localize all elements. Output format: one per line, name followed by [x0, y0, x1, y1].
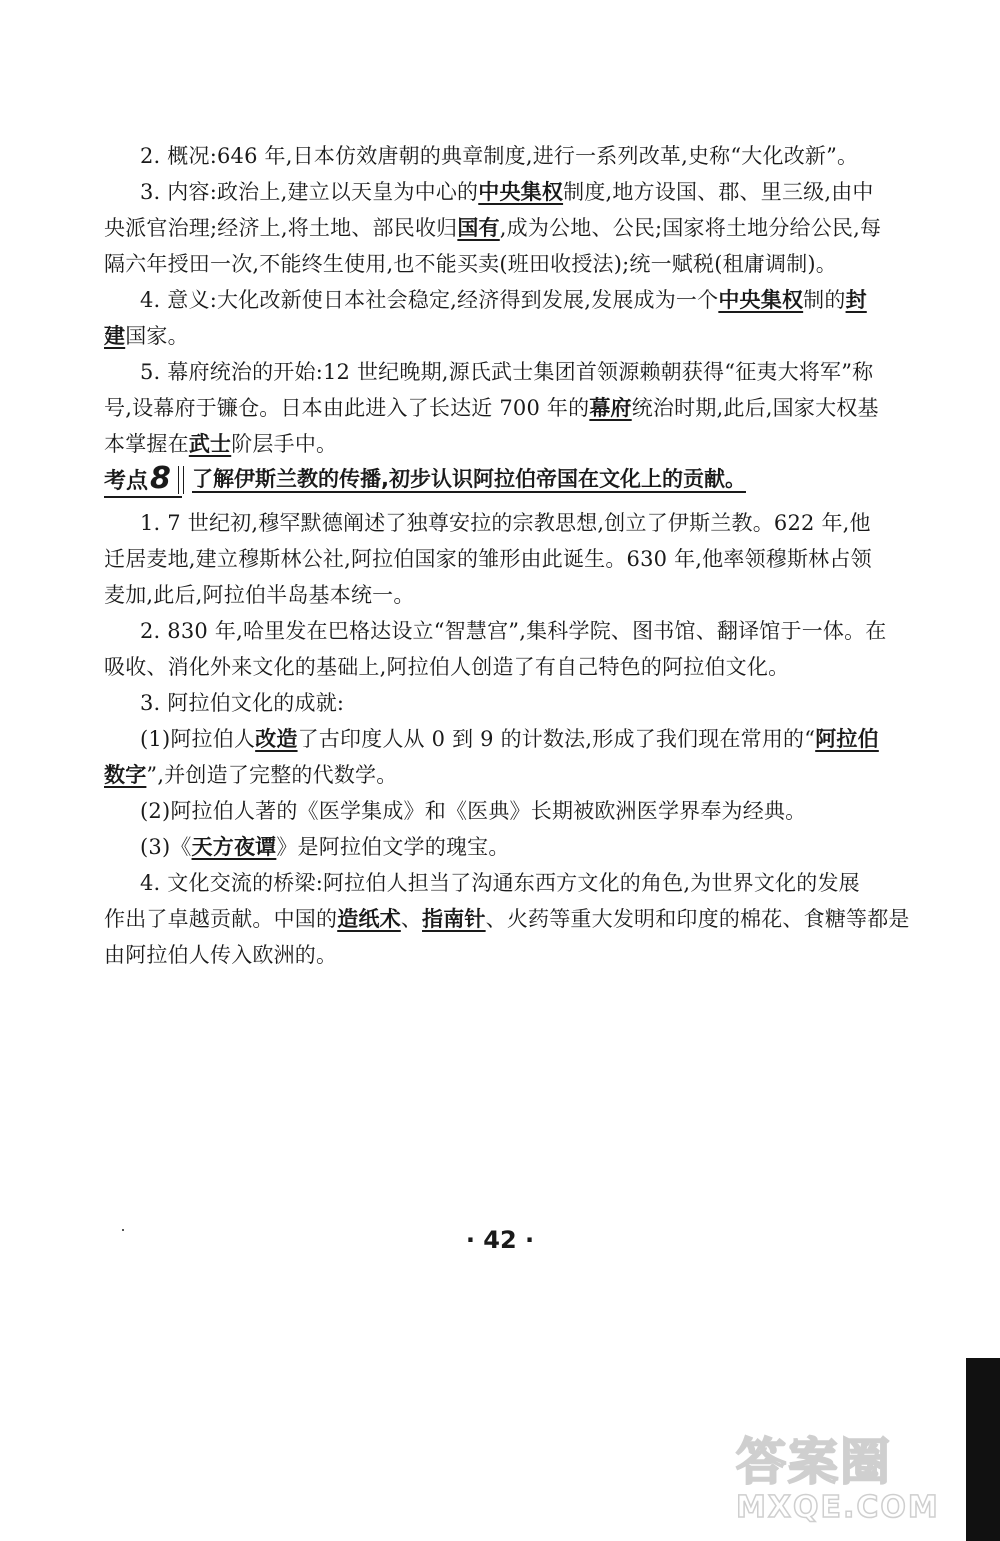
para-5-line-2: 号,设幕府于镰仓。日本由此进入了长达近 700 年的幕府统治时期,此后,国家大权基: [104, 396, 879, 420]
section-para-2-line-1: 2. 830 年,哈里发在巴格达设立“智慧宫”,集科学院、图书馆、翻译馆于一体。在: [140, 619, 887, 643]
keyword-arabic-numerals-part-1: 阿拉伯: [815, 727, 879, 751]
keyword-central-power: 中央集权: [718, 288, 804, 312]
keyword-papermaking: 造纸术: [337, 907, 401, 931]
watermark-logo-text: 答案圈: [736, 1433, 892, 1491]
keyword-shogunate: 幕府: [589, 396, 632, 420]
watermark-url: MXQE.COM: [736, 1490, 940, 1525]
site-watermark: [736, 1434, 972, 1524]
keyword-compass: 指南针: [422, 907, 486, 931]
section-para-1-line-1: 1. 7 世纪初,穆罕默德阐述了独尊安拉的宗教思想,创立了伊斯兰教。622 年,他: [140, 511, 871, 535]
exam-point-badge: 考点8: [104, 462, 182, 498]
scan-speck: [122, 1229, 124, 1231]
para-3-line-3: 隔六年授田一次,不能终生使用,也不能买卖(班田收授法);统一赋税(租庸调制)。: [104, 252, 837, 276]
para-2-line-1: 2. 概况:646 年,日本仿效唐朝的典章制度,进行一系列改革,史称“大化改新”。: [140, 144, 859, 168]
para-5-line-3: 本掌握在武士阶层手中。: [104, 432, 338, 456]
para-4-line-2: 建国家。: [104, 324, 189, 348]
section-para-3-item-2: (2)阿拉伯人著的《医学集成》和《医典》长期被欧洲医学界奉为经典。: [140, 799, 807, 823]
keyword-improved: 改造: [255, 727, 298, 751]
section-para-4-line-1: 4. 文化交流的桥梁:阿拉伯人担当了沟通东西方文化的角色,为世界文化的发展: [140, 871, 860, 895]
section-para-2-line-2: 吸收、消化外来文化的基础上,阿拉伯人创造了有自己特色的阿拉伯文化。: [104, 655, 790, 679]
section-para-3-item-1-line-2: 数字”,并创造了完整的代数学。: [104, 763, 398, 787]
page-number: · 42 ·: [465, 1226, 535, 1254]
section-para-1-line-3: 麦加,此后,阿拉伯半岛基本统一。: [104, 583, 415, 607]
keyword-arabic-numerals-part-2: 数字: [104, 763, 147, 787]
para-3-line-2: 央派官治理;经济上,将土地、部民收归国有,成为公地、公民;国家将土地分给公民,每: [104, 216, 882, 240]
section-para-1-line-2: 迁居麦地,建立穆斯林公社,阿拉伯国家的雏形由此诞生。630 年,他率领穆斯林占领: [104, 547, 872, 571]
keyword-state-owned: 国有: [457, 216, 500, 240]
section-para-3-line-1: 3. 阿拉伯文化的成就:: [140, 691, 345, 715]
keyword-samurai: 武士: [188, 432, 232, 456]
keyword-feudal-part-2: 建: [104, 324, 126, 348]
para-5-line-1: 5. 幕府统治的开始:12 世纪晚期,源氏武士集团首领源赖朝获得“征夷大将军”称: [140, 360, 874, 384]
para-3-line-1: 3. 内容:政治上,建立以天皇为中心的中央集权制度,地方设国、郡、里三级,由中: [140, 180, 874, 204]
exam-point-number: 8: [150, 461, 171, 496]
para-4-line-1: 4. 意义:大化改新使日本社会稳定,经济得到发展,发展成为一个中央集权制的封: [140, 288, 867, 312]
section-heading: [104, 460, 948, 500]
section-para-3-item-3: (3)《天方夜谭》是阿拉伯文学的瑰宝。: [140, 835, 510, 859]
section-title: 了解伊斯兰教的传播,初步认识阿拉伯帝国在文化上的贡献。: [192, 467, 746, 491]
section-para-3-item-1-line-1: (1)阿拉伯人改造了古印度人从 0 到 9 的计数法,形成了我们现在常用的“阿拉伯: [140, 727, 879, 751]
heading-divider: [178, 466, 184, 494]
keyword-feudal-part-1: 封: [845, 288, 867, 312]
keyword-arabian-nights: 天方夜谭: [191, 835, 277, 859]
section-para-4-line-2: 作出了卓越贡献。中国的造纸术、指南针、火药等重大发明和印度的棉花、食糖等都是: [104, 907, 910, 931]
keyword-central-power: 中央集权: [478, 180, 564, 204]
section-para-4-line-3: 由阿拉伯人传入欧洲的。: [104, 943, 338, 967]
